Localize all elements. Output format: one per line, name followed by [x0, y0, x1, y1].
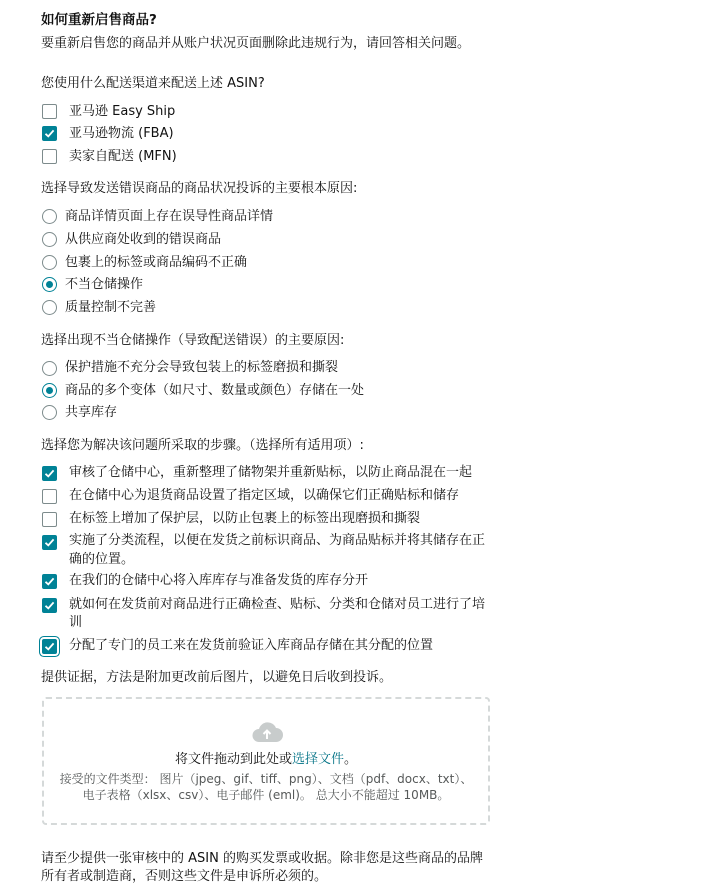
option-label: 共享库存 — [65, 405, 118, 420]
invoice-note-line1: 请至少提供一张审核中的 ASIN 的购买发票或收据。除非您是这些商品的品牌 — [41, 851, 483, 866]
option-label-continued: 确的位置。 — [69, 552, 135, 567]
radio[interactable] — [42, 405, 57, 420]
option-label-continued: 训 — [69, 615, 83, 630]
accepted-types-line2: 电子表格（xlsx、csv）、电子邮件 (eml)。 总大小不能超过 10MB。 — [82, 788, 450, 802]
dropzone-instructions — [44, 750, 488, 769]
option-label: 不当仓储操作 — [65, 277, 144, 292]
q3-question: 选择出现不当仓储操作（导致配送错误）的主要原因: — [41, 333, 345, 348]
drag-suffix: 。 — [344, 752, 358, 767]
radio-selected[interactable] — [42, 277, 57, 292]
checkmark-icon — [44, 641, 55, 652]
radio[interactable] — [42, 300, 57, 315]
checkbox-checked[interactable] — [42, 598, 57, 613]
option-label: 分配了专门的员工来在发货前验证入库商品存储在其分配的位置 — [69, 638, 434, 653]
option-label: 审核了仓储中心，重新整理了储物架并重新贴标，以防止商品混在一起 — [69, 465, 473, 480]
option-label: 实施了分类流程，以便在发货之前标识商品、为商品贴标并将其储存在正 — [69, 533, 486, 548]
checkmark-icon — [44, 537, 55, 548]
checkmark-icon — [44, 600, 55, 611]
q4-question: 选择您为解决该问题所采取的步骤。（选择所有适用项）: — [41, 438, 364, 453]
checkbox-checked[interactable] — [42, 574, 57, 589]
accepted-types-line1: 接受的文件类型： 图片（jpeg、gif、tiff、png）、文档（pdf、docx、txt）、 — [59, 772, 473, 786]
option-label: 包裹上的标签或商品编码不正确 — [65, 255, 248, 270]
option-label: 就如何在发货前对商品进行正确检查、贴标、分类和仓储对员工进行了培 — [69, 597, 486, 612]
select-file-link[interactable]: 选择文件 — [291, 752, 344, 767]
q2-question: 选择导致发送错误商品的商品状况投诉的主要根本原因: — [41, 181, 358, 196]
intro-text: 要重新启售您的商品并从账户状况页面删除此违规行为，请回答相关问题。 — [41, 36, 471, 51]
option-label: 质量控制不完善 — [65, 300, 157, 315]
checkbox[interactable] — [42, 512, 57, 527]
evidence-prompt: 提供证据，方法是附加更改前后图片，以避免日后收到投诉。 — [41, 670, 393, 685]
checkbox-checked[interactable] — [42, 126, 57, 141]
option-label: 卖家自配送 (MFN) — [69, 149, 177, 164]
checkbox[interactable] — [42, 149, 57, 164]
file-dropzone[interactable] — [42, 697, 490, 825]
option-label: 在仓储中心为退货商品设置了指定区域，以确保它们正确贴标和储存 — [69, 488, 460, 503]
checkbox-checked[interactable] — [42, 535, 57, 550]
radio-selected[interactable] — [42, 383, 57, 398]
cloud-upload-icon — [250, 721, 284, 743]
page-title: 如何重新启售商品? — [41, 12, 157, 28]
option-label: 从供应商处收到的错误商品 — [65, 232, 222, 247]
checkbox[interactable] — [42, 104, 57, 119]
radio[interactable] — [42, 232, 57, 247]
checkmark-icon — [44, 468, 55, 479]
checkmark-icon — [44, 128, 55, 139]
checkbox-checked[interactable] — [42, 639, 57, 654]
checkbox-checked[interactable] — [42, 466, 57, 481]
option-label: 在我们的仓储中心将入库库存与准备发货的库存分开 — [69, 573, 369, 588]
option-label: 商品详情页面上存在误导性商品详情 — [65, 209, 274, 224]
checkbox[interactable] — [42, 489, 57, 504]
invoice-note-line2: 所有者或制造商，否则这些文件是申诉所必须的。 — [41, 869, 328, 884]
option-label: 亚马逊物流 (FBA) — [69, 126, 174, 141]
q1-question: 您使用什么配送渠道来配送上述 ASIN? — [41, 76, 265, 91]
radio[interactable] — [42, 255, 57, 270]
radio[interactable] — [42, 209, 57, 224]
option-label: 在标签上增加了保护层，以防止包裹上的标签出现磨损和撕裂 — [69, 511, 421, 526]
drag-text: 将文件拖动到此处或 — [174, 752, 292, 767]
option-label: 商品的多个变体（如尺寸、数量或颜色）存储在一处 — [65, 383, 365, 398]
option-label: 亚马逊 Easy Ship — [69, 104, 176, 119]
option-label: 保护措施不充分会导致包装上的标签磨损和撕裂 — [65, 360, 339, 375]
checkmark-icon — [44, 576, 55, 587]
radio[interactable] — [42, 361, 57, 376]
